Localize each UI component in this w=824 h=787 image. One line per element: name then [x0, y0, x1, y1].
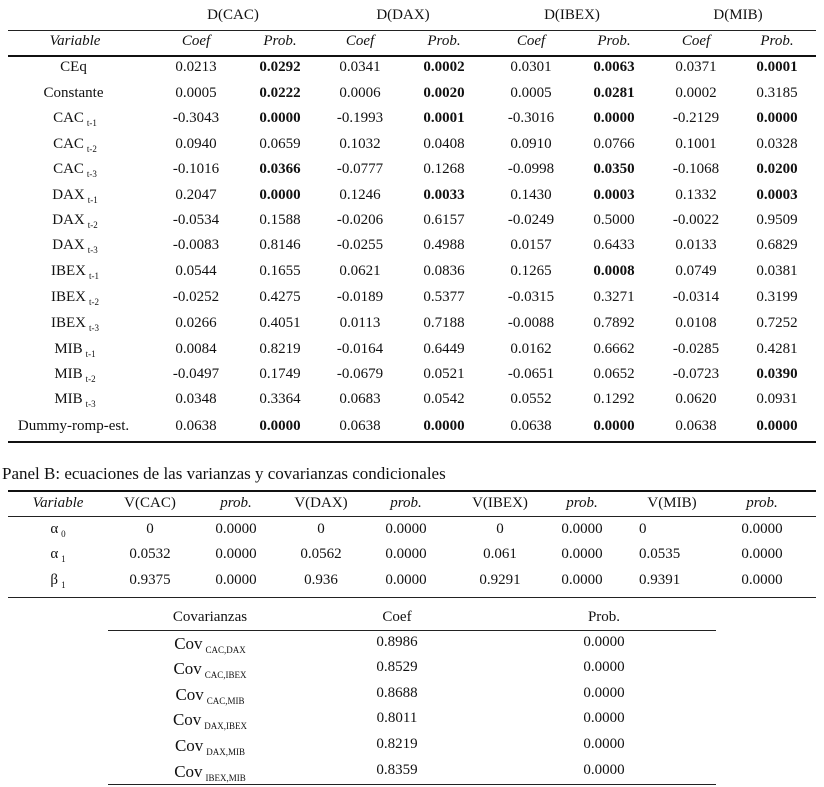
panel-b-cell-r2-c6: 0.9391 — [639, 572, 681, 588]
panel-b-cell-r1-c2: 0.0562 — [300, 546, 342, 562]
cell-r6-c1: 0.1588 — [259, 212, 301, 228]
cell-r9-c6: -0.0314 — [672, 289, 720, 305]
cell-r1-c6: 0.0002 — [675, 85, 717, 101]
cell-r12-c1: 0.1749 — [259, 366, 301, 382]
cov-prob-1: 0.0000 — [583, 659, 625, 675]
cov-row-label-0-base: Cov — [174, 634, 203, 653]
row-label-13 — [10, 391, 140, 408]
cov-row-label-4-subscript: DAX,MIB — [206, 747, 246, 757]
row-label-8-base: IBEX — [51, 263, 86, 279]
cell-r2-c5: 0.0000 — [593, 110, 635, 126]
row-label-4-base: CAC — [53, 161, 84, 177]
cov-coef-1: 0.8529 — [376, 659, 418, 675]
panel-b-header-3: V(DAX) — [294, 495, 348, 511]
panel-b-cell-r0-c0: 0 — [146, 521, 154, 537]
cell-r7-c7: 0.6829 — [756, 237, 798, 253]
row-label-11-subscript: t-1 — [85, 349, 96, 359]
cell-r6-c2: -0.0206 — [336, 212, 384, 228]
cell-r13-c3: 0.0542 — [423, 391, 465, 407]
row-label-0-base: CEq — [60, 59, 87, 75]
row-label-5-base: DAX — [52, 187, 85, 203]
cell-r8-c0: 0.0544 — [175, 263, 217, 279]
cell-r9-c7: 0.3199 — [756, 289, 798, 305]
cell-r14-c5: 0.0000 — [593, 418, 635, 434]
cell-r9-c1: 0.4275 — [259, 289, 301, 305]
cell-r6-c7: 0.9509 — [756, 212, 798, 228]
row-label-5-subscript: t-1 — [87, 195, 98, 205]
panel-b-bottom-rule — [8, 597, 816, 598]
panel-b-cell-r2-c0: 0.9375 — [129, 572, 171, 588]
cell-r2-c1: 0.0000 — [259, 110, 301, 126]
cell-r4-c5: 0.0350 — [593, 161, 635, 177]
cov-header-1: Coef — [382, 609, 412, 625]
group-header-1: D(DAX) — [376, 7, 430, 23]
row-label-3 — [10, 136, 140, 153]
cov-bottom-rule — [108, 784, 716, 785]
panel-a-header-rule — [8, 55, 816, 57]
cov-row-label-1-subscript: CAC,IBEX — [204, 670, 247, 680]
cell-r9-c2: -0.0189 — [336, 289, 384, 305]
cell-r1-c7: 0.3185 — [756, 85, 798, 101]
cell-r8-c3: 0.0836 — [423, 263, 465, 279]
panel-b-header-0: Variable — [32, 495, 84, 511]
cell-r2-c2: -0.1993 — [336, 110, 384, 126]
row-label-9-base: IBEX — [51, 289, 86, 305]
panel-b-cell-r0-c6: 0 — [639, 521, 647, 537]
cell-r12-c6: -0.0723 — [672, 366, 720, 382]
cell-r13-c2: 0.0683 — [339, 391, 381, 407]
row-label-13-base: MIB — [54, 391, 83, 407]
cell-r5-c0: 0.2047 — [175, 187, 217, 203]
cell-r8-c6: 0.0749 — [675, 263, 717, 279]
cov-row-label-5-base: Cov — [174, 762, 203, 781]
cell-r3-c0: 0.0940 — [175, 136, 217, 152]
row-label-1-base: Constante — [43, 85, 104, 101]
panel-b-cell-r2-c7: 0.0000 — [741, 572, 783, 588]
panel-b-row-label-2-base: β — [50, 572, 59, 588]
cell-r4-c0: -0.1016 — [172, 161, 220, 177]
cell-r11-c2: -0.0164 — [336, 341, 384, 357]
cov-header-rule — [108, 630, 716, 631]
cell-r9-c0: -0.0252 — [172, 289, 220, 305]
cell-r10-c6: 0.0108 — [675, 315, 717, 331]
cell-r6-c3: 0.6157 — [423, 212, 465, 228]
panel-b-cell-r2-c4: 0.9291 — [479, 572, 521, 588]
cell-r2-c3: 0.0001 — [423, 110, 465, 126]
cell-r2-c7: 0.0000 — [756, 110, 798, 126]
cell-r9-c5: 0.3271 — [593, 289, 635, 305]
cell-r5-c4: 0.1430 — [510, 187, 552, 203]
panel-b-header-5: V(IBEX) — [472, 495, 528, 511]
cell-r0-c5: 0.0063 — [593, 59, 635, 75]
cov-prob-2: 0.0000 — [583, 685, 625, 701]
cell-r3-c7: 0.0328 — [756, 136, 798, 152]
cell-r5-c7: 0.0003 — [756, 187, 798, 203]
panel-b-row-label-0 — [13, 521, 103, 538]
cell-r3-c4: 0.0910 — [510, 136, 552, 152]
panel-b-cell-r1-c1: 0.0000 — [215, 546, 257, 562]
cell-r12-c7: 0.0390 — [756, 366, 798, 382]
row-label-8 — [10, 263, 140, 280]
cell-r0-c6: 0.0371 — [675, 59, 717, 75]
row-label-7-subscript: t-3 — [87, 245, 98, 255]
panel-b-header-6: prob. — [566, 495, 598, 511]
cell-r7-c0: -0.0083 — [172, 237, 220, 253]
cell-r1-c5: 0.0281 — [593, 85, 635, 101]
cov-coef-0: 0.8986 — [376, 634, 418, 650]
cell-r3-c2: 0.1032 — [339, 136, 381, 152]
panel-b-row-label-1-subscript: 1 — [61, 554, 66, 564]
row-label-13-subscript: t-3 — [85, 399, 96, 409]
subheader-3: Prob. — [427, 33, 461, 49]
row-label-9-subscript: t-2 — [89, 297, 99, 307]
group-header-0: D(CAC) — [207, 7, 259, 23]
panel-b-cell-r1-c7: 0.0000 — [741, 546, 783, 562]
row-label-10 — [10, 315, 140, 332]
cell-r7-c5: 0.6433 — [593, 237, 635, 253]
panel-b-header-7: V(MIB) — [647, 495, 697, 511]
cell-r13-c1: 0.3364 — [259, 391, 301, 407]
panel-b-cell-r1-c3: 0.0000 — [385, 546, 427, 562]
panel-b-cell-r1-c4: 0.061 — [483, 546, 517, 562]
cell-r4-c3: 0.1268 — [423, 161, 465, 177]
cell-r2-c4: -0.3016 — [507, 110, 555, 126]
row-label-2-subscript: t-1 — [86, 118, 97, 128]
group-header-2: D(IBEX) — [544, 7, 600, 23]
cell-r2-c6: -0.2129 — [672, 110, 720, 126]
row-label-4-subscript: t-3 — [86, 169, 97, 179]
panel-b-cell-r2-c2: 0.936 — [304, 572, 338, 588]
cell-r7-c4: 0.0157 — [510, 237, 552, 253]
cov-row-label-3 — [140, 710, 280, 730]
cell-r3-c6: 0.1001 — [675, 136, 717, 152]
cell-r5-c3: 0.0033 — [423, 187, 465, 203]
cell-r4-c2: -0.0777 — [336, 161, 384, 177]
row-label-7-base: DAX — [52, 237, 85, 253]
row-label-6 — [10, 212, 140, 229]
cell-r10-c3: 0.7188 — [423, 315, 465, 331]
subheader-7: Prob. — [760, 33, 794, 49]
cell-r10-c4: -0.0088 — [507, 315, 555, 331]
row-label-3-subscript: t-2 — [86, 144, 97, 154]
cell-r0-c2: 0.0341 — [339, 59, 381, 75]
row-label-5 — [10, 187, 140, 204]
cell-r11-c6: -0.0285 — [672, 341, 720, 357]
subheader-5: Prob. — [597, 33, 631, 49]
subheader-1: Prob. — [263, 33, 297, 49]
panel-b-row-label-2 — [13, 572, 103, 589]
row-label-2-base: CAC — [53, 110, 84, 126]
cell-r8-c2: 0.0621 — [339, 263, 381, 279]
panel-b-title: Panel B: ecuaciones de las varianzas y covarianzas condicionales — [2, 464, 446, 483]
row-label-9 — [10, 289, 140, 306]
panel-b-cell-r0-c2: 0 — [317, 521, 325, 537]
panel-b-row-label-0-base: α — [50, 521, 59, 537]
row-label-4 — [10, 161, 140, 178]
cell-r13-c4: 0.0552 — [510, 391, 552, 407]
cell-r6-c4: -0.0249 — [507, 212, 555, 228]
panel-b-header-8: prob. — [746, 495, 778, 511]
panel-b-row-label-1-base: α — [50, 546, 59, 562]
cell-r1-c2: 0.0006 — [339, 85, 381, 101]
cell-r0-c0: 0.0213 — [175, 59, 217, 75]
cell-r1-c4: 0.0005 — [510, 85, 552, 101]
row-label-8-subscript: t-1 — [89, 271, 99, 281]
cell-r12-c2: -0.0679 — [336, 366, 384, 382]
panel-b-cell-r2-c1: 0.0000 — [215, 572, 257, 588]
cell-r14-c6: 0.0638 — [675, 418, 717, 434]
cell-r10-c0: 0.0266 — [175, 315, 217, 331]
cov-header-2: Prob. — [587, 609, 621, 625]
panel-b-cell-r1-c0: 0.0532 — [129, 546, 171, 562]
cell-r11-c7: 0.4281 — [756, 341, 798, 357]
cov-row-label-2-base: Cov — [175, 685, 204, 704]
cell-r11-c3: 0.6449 — [423, 341, 465, 357]
cell-r12-c3: 0.0521 — [423, 366, 465, 382]
cov-coef-2: 0.8688 — [376, 685, 418, 701]
cell-r14-c7: 0.0000 — [756, 418, 798, 434]
cell-r9-c4: -0.0315 — [507, 289, 555, 305]
cell-r14-c2: 0.0638 — [339, 418, 381, 434]
cell-r11-c0: 0.0084 — [175, 341, 217, 357]
row-label-14-base: Dummy-romp-est. — [17, 418, 130, 434]
panel-b-cell-r0-c5: 0.0000 — [561, 521, 603, 537]
panel-b-cell-r2-c3: 0.0000 — [385, 572, 427, 588]
row-label-10-base: IBEX — [51, 315, 86, 331]
panel-b-cell-r1-c6: 0.0535 — [639, 546, 681, 562]
cell-r2-c0: -0.3043 — [172, 110, 220, 126]
cell-r3-c1: 0.0659 — [259, 136, 301, 152]
cell-r3-c5: 0.0766 — [593, 136, 635, 152]
cell-r12-c0: -0.0497 — [172, 366, 220, 382]
cov-row-label-1-base: Cov — [173, 659, 202, 678]
cell-r0-c7: 0.0001 — [756, 59, 798, 75]
cov-row-label-2 — [140, 685, 280, 705]
panel-a-bottom-rule — [8, 441, 816, 443]
cov-row-label-2-subscript: CAC,MIB — [206, 696, 245, 706]
cell-r8-c1: 0.1655 — [259, 263, 301, 279]
cell-r13-c7: 0.0931 — [756, 391, 798, 407]
panel-b-row-label-1 — [13, 546, 103, 563]
cell-r13-c5: 0.1292 — [593, 391, 635, 407]
cell-r1-c0: 0.0005 — [175, 85, 217, 101]
panel-b-cell-r0-c4: 0 — [496, 521, 504, 537]
cell-r1-c3: 0.0020 — [423, 85, 465, 101]
cell-r11-c1: 0.8219 — [259, 341, 301, 357]
cell-r8-c7: 0.0381 — [756, 263, 798, 279]
cell-r14-c0: 0.0638 — [175, 418, 217, 434]
cell-r3-c3: 0.0408 — [423, 136, 465, 152]
panel-b-header-4: prob. — [390, 495, 422, 511]
cov-row-label-0 — [140, 634, 280, 654]
cell-r7-c3: 0.4988 — [423, 237, 465, 253]
row-label-2 — [10, 110, 140, 127]
group-header-3: D(MIB) — [713, 7, 763, 23]
cell-r0-c1: 0.0292 — [259, 59, 301, 75]
row-label-11-base: MIB — [54, 341, 83, 357]
cell-r4-c4: -0.0998 — [507, 161, 555, 177]
cov-row-label-3-subscript: DAX,IBEX — [204, 721, 248, 731]
cell-r12-c4: -0.0651 — [507, 366, 555, 382]
cov-row-label-3-base: Cov — [172, 710, 202, 729]
cov-row-label-1 — [140, 659, 280, 679]
cov-header-0: Covarianzas — [172, 609, 248, 625]
panel-b-cell-r0-c3: 0.0000 — [385, 521, 427, 537]
cell-r4-c1: 0.0366 — [259, 161, 301, 177]
cell-r4-c6: -0.1068 — [672, 161, 720, 177]
panel-b-cell-r1-c5: 0.0000 — [561, 546, 603, 562]
cell-r14-c1: 0.0000 — [259, 418, 301, 434]
cell-r5-c2: 0.1246 — [339, 187, 381, 203]
cell-r0-c4: 0.0301 — [510, 59, 552, 75]
panel-b-header-rule — [8, 516, 816, 517]
cell-r4-c7: 0.0200 — [756, 161, 798, 177]
row-label-10-subscript: t-3 — [89, 323, 99, 333]
row-label-6-subscript: t-2 — [87, 220, 98, 230]
row-label-11 — [10, 341, 140, 358]
row-label-7 — [10, 237, 140, 254]
row-label-14 — [10, 418, 140, 435]
cell-r7-c2: -0.0255 — [336, 237, 384, 253]
cov-row-label-5 — [140, 762, 280, 782]
cell-r11-c5: 0.6662 — [593, 341, 635, 357]
cell-r13-c6: 0.0620 — [675, 391, 717, 407]
row-label-0 — [10, 59, 140, 76]
cell-r10-c5: 0.7892 — [593, 315, 635, 331]
subheader-2: Coef — [345, 33, 375, 49]
cov-row-label-5-subscript: IBEX,MIB — [205, 773, 246, 783]
cell-r6-c5: 0.5000 — [593, 212, 635, 228]
panel-b-cell-r0-c7: 0.0000 — [741, 521, 783, 537]
panel-b-cell-r0-c1: 0.0000 — [215, 521, 257, 537]
cell-r12-c5: 0.0652 — [593, 366, 635, 382]
row-label-1 — [10, 85, 140, 102]
subheader-4: Coef — [516, 33, 546, 49]
cell-r5-c6: 0.1332 — [675, 187, 717, 203]
panel-b-row-label-0-subscript: 0 — [61, 529, 66, 539]
cell-r6-c0: -0.0534 — [172, 212, 220, 228]
cov-coef-3: 0.8011 — [376, 710, 418, 726]
cell-r10-c1: 0.4051 — [259, 315, 301, 331]
cell-r14-c3: 0.0000 — [423, 418, 465, 434]
cell-r8-c4: 0.1265 — [510, 263, 552, 279]
row-label-12-subscript: t-2 — [85, 374, 96, 384]
panel-a-top-rule — [8, 30, 816, 31]
panel-b-cell-r2-c5: 0.0000 — [561, 572, 603, 588]
cov-row-label-4-base: Cov — [174, 736, 204, 755]
cell-r10-c2: 0.0113 — [339, 315, 381, 331]
cell-r5-c1: 0.0000 — [259, 187, 301, 203]
row-label-6-base: DAX — [52, 212, 85, 228]
cell-r9-c3: 0.5377 — [423, 289, 465, 305]
row-label-12 — [10, 366, 140, 383]
cov-coef-5: 0.8359 — [376, 762, 418, 778]
cell-r11-c4: 0.0162 — [510, 341, 552, 357]
cov-row-label-0-subscript: CAC,DAX — [205, 645, 246, 655]
panel-b-header-1: V(CAC) — [124, 495, 176, 511]
panel-b-row-label-2-subscript: 1 — [61, 580, 66, 590]
cov-coef-4: 0.8219 — [376, 736, 418, 752]
subheader-0: Coef — [181, 33, 211, 49]
cell-r5-c5: 0.0003 — [593, 187, 635, 203]
cov-prob-4: 0.0000 — [583, 736, 625, 752]
cov-prob-0: 0.0000 — [583, 634, 625, 650]
cell-r8-c5: 0.0008 — [593, 263, 635, 279]
cell-r6-c6: -0.0022 — [672, 212, 720, 228]
cell-r0-c3: 0.0002 — [423, 59, 465, 75]
panel-b-top-rule — [8, 490, 816, 492]
panel-b-header-2: prob. — [220, 495, 252, 511]
subheader-6: Coef — [681, 33, 711, 49]
cell-r14-c4: 0.0638 — [510, 418, 552, 434]
row-label-12-base: MIB — [54, 366, 83, 382]
row-label-3-base: CAC — [53, 136, 84, 152]
cell-r10-c7: 0.7252 — [756, 315, 798, 331]
cov-prob-5: 0.0000 — [583, 762, 625, 778]
cell-r1-c1: 0.0222 — [259, 85, 301, 101]
cov-prob-3: 0.0000 — [583, 710, 625, 726]
variable-header: Variable — [49, 33, 101, 49]
cell-r7-c6: 0.0133 — [675, 237, 717, 253]
cov-row-label-4 — [140, 736, 280, 756]
cell-r7-c1: 0.8146 — [259, 237, 301, 253]
cell-r13-c0: 0.0348 — [175, 391, 217, 407]
